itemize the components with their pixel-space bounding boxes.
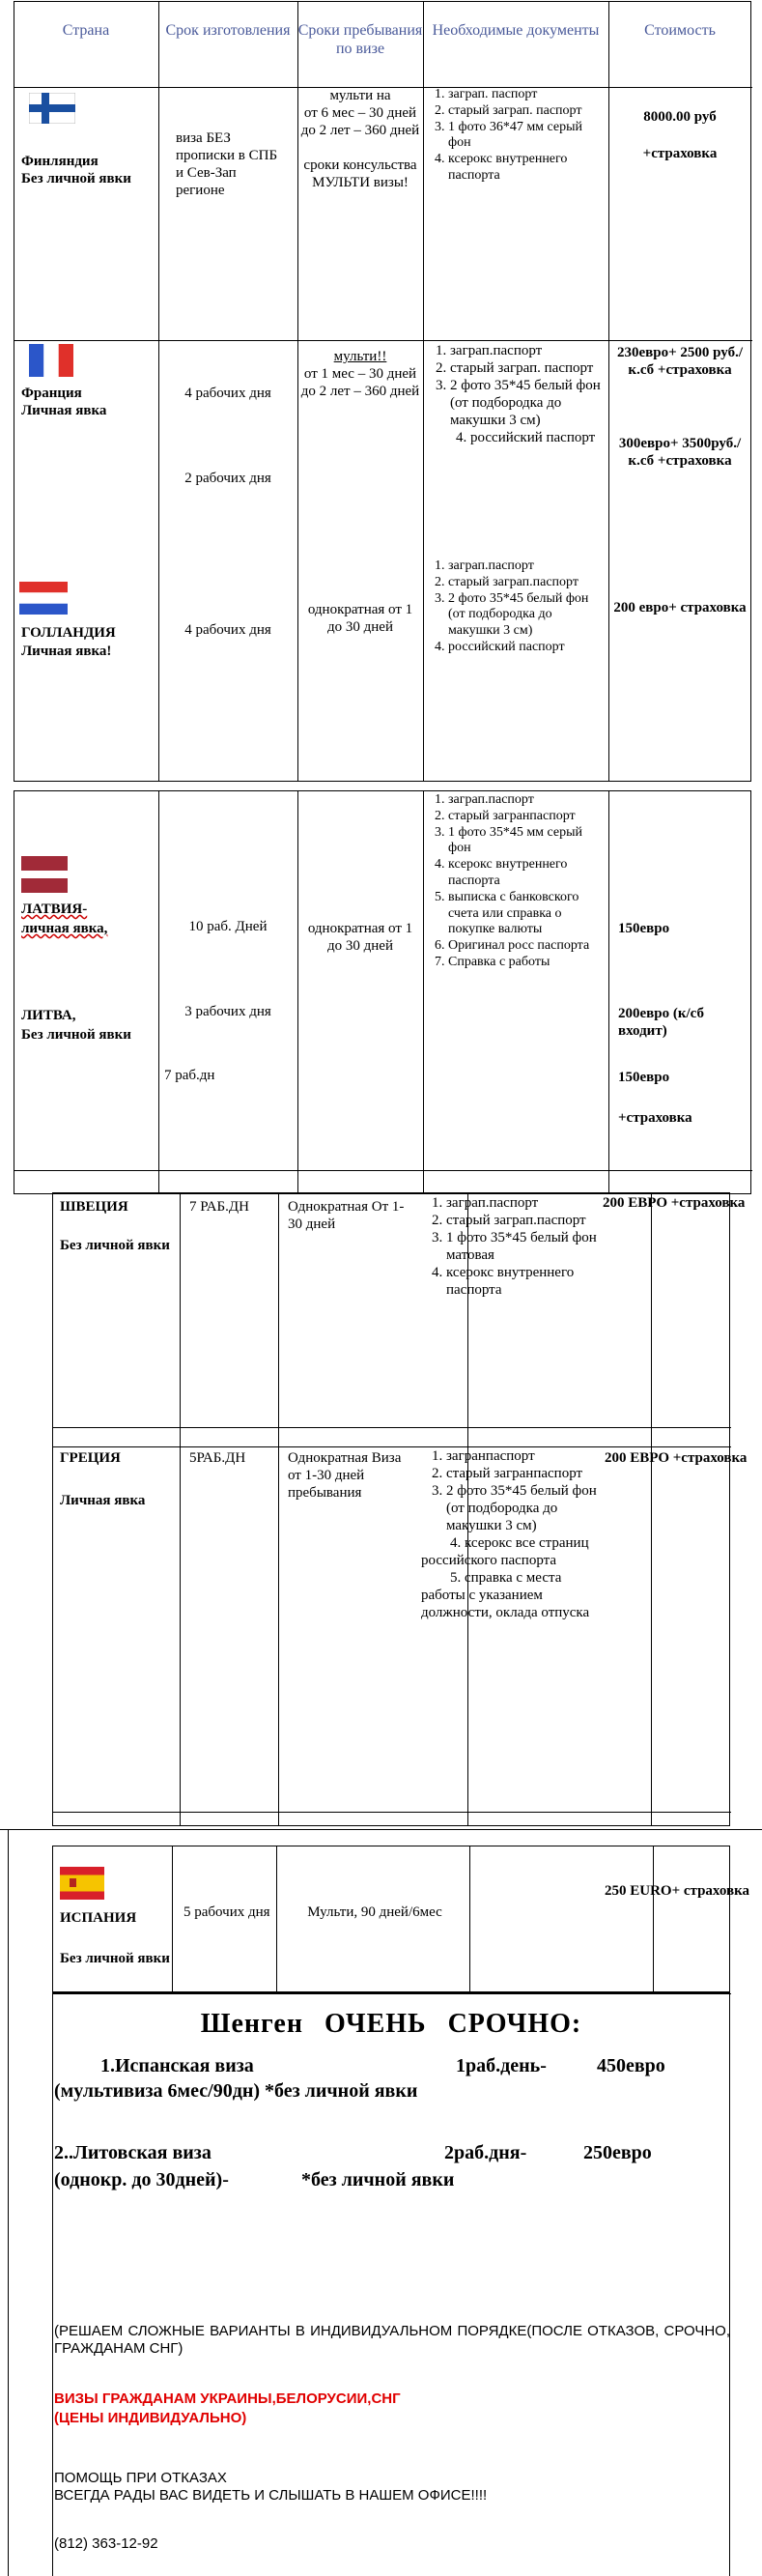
lithuania-appearance: Без личной явки [21,1027,131,1043]
france-production-1: 4 рабочих дня [184,386,271,401]
france-documents: 1. заграп.паспорт 2. старый заграп. паспорт 3. 2 фото 35*45 белый фон (от подбородка до макушки 3 см) 4. российский паспорт [423,342,607,446]
table-baltic [14,790,751,1194]
footer-phone: (812) 363-12-92 [54,2535,158,2552]
sweden-documents: 1. заграп.паспорт 2. старый заграп.паспорт 3. 1 фото 35*45 белый фон матовая 4. ксерокс внутреннего паспорта [421,1194,603,1299]
greece-documents: 1. загранпаспорт 2. старый загранпаспорт 3. 2 фото 35*45 белый фон (от подбородка до макушки 3 см) 4. ксерокс все страниц российского паспорта 5. справка с места работы с указанием должности, оклада отпуска [421,1447,603,1621]
urgent-spain-days: 1раб.день- [456,2055,547,2076]
latvia-production: 10 раб. Дней [188,919,268,934]
urgent-lithuania-note: *без личной явки [301,2169,455,2190]
finland-appearance: Без личной явки [21,171,131,186]
latvia-appearance: личная явка, [21,921,108,936]
header-stay: Сроки пребывания по визе [297,22,423,58]
holland-flag-icon [19,582,68,615]
header-price: Стоимость [644,22,716,39]
latvia-documents: 1. заграп.паспорт 2. старый загранпаспорт 3. 1 фото 35*45 мм серый фон 4. ксерокс внутреннего паспорта 5. выписка с банковского счета или справка о покупке валюты 6. Оригинал росс паспорта 7. Справка с работы [423,792,607,971]
holland-production: 4 рабочих дня [184,622,271,638]
sweden-name: ШВЕЦИЯ [60,1199,128,1215]
lithuania-production-2: 7 раб.дн [164,1068,215,1083]
finland-flag-icon [29,93,75,124]
lithuania-price-1: 200евро (к/сб входит) [618,1006,704,1039]
finland-price: 8000.00 руб [643,109,717,125]
greece-name: ГРЕЦИЯ [60,1450,121,1466]
france-price-2: 300евро+ 3500руб./ к.сб +страховка [618,436,742,469]
lithuania-insurance: +страховка [618,1110,692,1126]
france-price-1: 230евро+ 2500 руб./к.сб +страховка [616,345,743,378]
spain-stay: Мульти, 90 дней/6мес [307,1904,442,1920]
finland-documents: 1. заграп. паспорт 2. старый заграп. паспорт 3. 1 фото 36*47 мм серый фон 4. ксерокс внутреннего паспорта [423,87,605,185]
header-production: Срок изготовления [165,22,291,39]
urgent-lithuania-days: 2раб.дня- [444,2142,527,2163]
urgent-lithuania-label: 2..Литовская виза [54,2142,212,2163]
latvia-name: ЛАТВИЯ- [21,902,88,917]
sweden-price: 200 ЕВРО +страховка [603,1195,746,1211]
france-flag-icon [29,344,73,377]
finland-stay: мульти на от 6 мес – 30 дней до 2 лет – 360 дней сроки консульства МУЛЬТИ визы! [300,88,420,190]
finland-insurance: +страховка [642,146,718,161]
urgent-spain-label: 1.Испанская виза [100,2055,254,2076]
finland-production: виза БЕЗ прописки в СПБ и Сев-Зап регионе [176,130,278,198]
footer-complex-cases: (РЕШАЕМ СЛОЖНЫЕ ВАРИАНТЫ В ИНДИВИДУАЛЬНОМ ПОРЯДКЕ(ПОСЛЕ ОТКАЗОВ, СРОЧНО, ГРАЖДАНАМ СНГ) [54,2323,730,2357]
sweden-production: 7 РАБ.ДН [189,1199,249,1215]
greece-stay: Однократная Виза от 1-30 дней пребывания [288,1450,402,1501]
holland-stay: однократная от 1 до 30 дней [307,602,413,635]
urgent-lithuania-price: 250евро [583,2142,652,2163]
spain-name: ИСПАНИЯ [60,1910,137,1926]
lithuania-production-1: 3 рабочих дня [184,1004,271,1019]
spain-appearance: Без личной явки [60,1951,170,1966]
latvia-stay: однократная от 1 до 30 дней [307,921,413,954]
urgent-spain-details: (мультивиза 6мес/90дн) *без личной явки [54,2080,418,2102]
spain-price: 250 EURO+ страховка [605,1883,750,1899]
footer-help: ПОМОЩЬ ПРИ ОТКАЗАХ [54,2470,227,2486]
urgent-spain-price: 450евро [597,2055,665,2076]
spain-production: 5 рабочих дня [183,1904,270,1920]
urgent-title: Шенген ОЧЕНЬ СРОЧНО: [200,2009,582,2039]
greece-production: 5РАБ.ДН [189,1450,246,1466]
greece-price: 200 ЕВРО +страховка [605,1450,748,1466]
sweden-appearance: Без личной явки [60,1238,170,1253]
latvia-price: 150евро [618,921,670,936]
france-stay: мульти!! от 1 мес – 30 дней до 2 лет – 360 дней [300,349,420,399]
footer-welcome: ВСЕГДА РАДЫ ВАС ВИДЕТЬ И СЛЫШАТЬ В НАШЕМ ОФИСЕ!!!! [54,2487,488,2504]
holland-price: 200 евро+ страховка [613,600,747,615]
footer-visas-cis: ВИЗЫ ГРАЖДАНАМ УКРАИНЫ,БЕЛОРУСИИ,СНГ [54,2390,401,2407]
header-documents: Необходимые документы [432,22,600,39]
france-name: Франция [21,386,82,401]
finland-name: Финляндия [21,154,99,169]
urgent-lithuania-details: (однокр. до 30дней)- [54,2169,229,2190]
lithuania-price-2: 150евро [618,1070,670,1085]
latvia-flag-icon [21,856,68,893]
france-production-2: 2 рабочих дня [184,471,271,486]
holland-documents: 1. заграп.паспорт 2. старый заграп.паспорт 3. 2 фото 35*45 белый фон (от подбородка до макушки 3 см) 4. российский паспорт [423,558,607,656]
france-appearance: Личная явка [21,403,107,418]
sweden-stay: Однократная От 1-30 дней [288,1199,405,1232]
lithuania-name: ЛИТВА, [21,1008,76,1023]
holland-appearance: Личная явка! [21,644,112,659]
greece-appearance: Личная явка [60,1493,146,1508]
table-sweden-greece [52,1192,730,1826]
footer-prices-individual: (ЦЕНЫ ИНДИВИДУАЛЬНО) [54,2410,247,2426]
spain-flag-icon [60,1867,104,1900]
header-country: Страна [62,22,110,39]
holland-name: ГОЛЛАНДИЯ [21,625,116,641]
